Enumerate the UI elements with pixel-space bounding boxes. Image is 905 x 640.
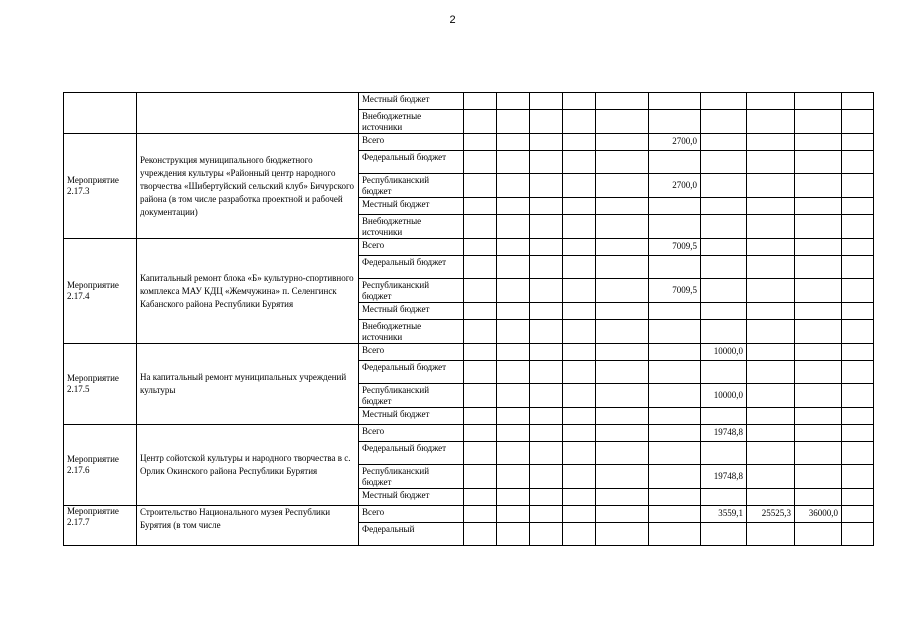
value-cell [596,489,649,506]
value-cell [596,110,649,134]
value-cell [795,489,842,506]
value-cell [497,256,530,279]
value-cell [596,523,649,546]
value-cell [701,320,747,344]
table-body [64,93,874,546]
value-cell [795,523,842,546]
value-cell [747,198,795,215]
value-cell [596,442,649,465]
value-cell [596,465,649,489]
value-cell [530,134,563,151]
measure-title-cell: Реконструкция муниципального бюджетного учреждения культуры «Районный центр народного творчества «Шибертуйский сельский клуб» Бичурского района (в том числе разработка проектной и рабочей документации) [137,134,359,239]
value-cell [464,489,497,506]
value-cell [563,110,596,134]
value-cell [842,523,874,546]
table-row [64,93,874,110]
value-cell [596,215,649,239]
value-cell [497,134,530,151]
value-cell [842,174,874,198]
value-cell [747,303,795,320]
value-cell [701,151,747,174]
value-cell [563,151,596,174]
value-cell [649,442,701,465]
value-cell [530,256,563,279]
value-cell [842,465,874,489]
value-cell [795,93,842,110]
page-number: 2 [449,14,456,26]
value-cell [530,174,563,198]
value-cell [596,256,649,279]
value-cell [530,320,563,344]
value-cell [563,256,596,279]
value-cell [596,344,649,361]
funding-source-cell: Республиканский бюджет [359,384,464,408]
value-cell [596,303,649,320]
value-cell [530,93,563,110]
measure-id-cell: Мероприятие 2.17.6 [64,425,137,506]
value-cell [649,303,701,320]
value-cell [701,239,747,256]
value-cell [795,151,842,174]
value-cell [530,425,563,442]
value-cell [497,344,530,361]
value-cell [497,384,530,408]
value-cell [530,361,563,384]
measure-id-cell: Мероприятие 2.17.3 [64,134,137,239]
measure-title-cell: На капитальный ремонт муниципальных учреждений культуры [137,344,359,425]
value-cell [842,425,874,442]
measure-id-cell: Мероприятие 2.17.5 [64,344,137,425]
value-cell [701,523,747,546]
measure-title-cell: Капитальный ремонт блока «Б» культурно-спортивного комплекса МАУ КДЦ «Жемчужина» п. Селенгинск Кабанского района Республики Бурятия [137,239,359,344]
value-cell [563,279,596,303]
value-cell [464,344,497,361]
value-cell [596,198,649,215]
value-cell [842,489,874,506]
value-cell [497,361,530,384]
value-cell [497,303,530,320]
value-cell [464,425,497,442]
value-cell [596,239,649,256]
measure-title-cell [137,93,359,134]
value-cell [497,320,530,344]
value-cell [649,489,701,506]
value-cell [464,215,497,239]
value-cell [842,198,874,215]
value-cell [701,279,747,303]
funding-source-cell: Федеральный бюджет [359,256,464,279]
value-cell [795,361,842,384]
value-cell [842,93,874,110]
value-cell [649,256,701,279]
value-cell [795,279,842,303]
value-cell [596,93,649,110]
value-cell [563,215,596,239]
value-cell [795,110,842,134]
value-cell [530,523,563,546]
measure-id-cell [64,93,137,134]
funding-source-cell: Республиканский бюджет [359,174,464,198]
value-cell [795,215,842,239]
funding-source-cell: Местный бюджет [359,303,464,320]
value-cell [795,134,842,151]
value-cell [596,506,649,523]
funding-source-cell: Республиканский бюджет [359,465,464,489]
value-cell: 2700,0 [649,174,701,198]
value-cell [701,442,747,465]
value-cell [701,361,747,384]
value-cell [649,361,701,384]
value-cell [464,93,497,110]
funding-source-cell: Внебюджетные источники [359,215,464,239]
value-cell [464,134,497,151]
value-cell [563,239,596,256]
value-cell [701,489,747,506]
value-cell [842,344,874,361]
measure-title-cell: Строительство Национального музея Республики Бурятия (в том числе [137,506,359,546]
value-cell: 25525,3 [747,506,795,523]
funding-source-cell: Местный бюджет [359,408,464,425]
value-cell [464,442,497,465]
value-cell [497,425,530,442]
value-cell [497,442,530,465]
value-cell [497,408,530,425]
value-cell [563,489,596,506]
value-cell [563,465,596,489]
value-cell [563,523,596,546]
value-cell [530,303,563,320]
budget-table [63,92,874,546]
funding-source-cell: Внебюджетные источники [359,320,464,344]
value-cell [747,361,795,384]
value-cell [563,134,596,151]
value-cell [464,523,497,546]
value-cell [842,442,874,465]
funding-source-cell: Федеральный [359,523,464,546]
value-cell [596,279,649,303]
value-cell [563,198,596,215]
value-cell [497,506,530,523]
value-cell [464,151,497,174]
value-cell [563,442,596,465]
value-cell [747,239,795,256]
value-cell [530,506,563,523]
value-cell [701,134,747,151]
value-cell [464,361,497,384]
value-cell [563,408,596,425]
value-cell [842,239,874,256]
value-cell [497,489,530,506]
value-cell [596,425,649,442]
funding-source-cell: Местный бюджет [359,489,464,506]
value-cell [530,442,563,465]
funding-source-cell: Всего [359,239,464,256]
value-cell [842,408,874,425]
value-cell [795,465,842,489]
value-cell [747,110,795,134]
value-cell [530,384,563,408]
value-cell [596,320,649,344]
value-cell [649,110,701,134]
value-cell [649,465,701,489]
value-cell [530,198,563,215]
value-cell [464,239,497,256]
value-cell [747,134,795,151]
value-cell [795,384,842,408]
value-cell [701,215,747,239]
value-cell [530,215,563,239]
value-cell [464,506,497,523]
value-cell [795,344,842,361]
value-cell [842,279,874,303]
measure-id-cell: Мероприятие 2.17.7 [64,506,137,546]
value-cell [795,425,842,442]
value-cell [649,425,701,442]
funding-source-cell: Федеральный бюджет [359,151,464,174]
measure-id-cell: Мероприятие 2.17.4 [64,239,137,344]
value-cell [464,320,497,344]
value-cell [596,174,649,198]
value-cell [795,442,842,465]
value-cell [701,408,747,425]
value-cell [464,256,497,279]
value-cell: 19748,8 [701,425,747,442]
value-cell: 10000,0 [701,344,747,361]
value-cell [701,303,747,320]
value-cell [795,256,842,279]
funding-source-cell: Внебюджетные источники [359,110,464,134]
value-cell [497,523,530,546]
value-cell [497,110,530,134]
value-cell [795,174,842,198]
value-cell [563,506,596,523]
table-row [64,239,874,256]
value-cell [701,110,747,134]
table-row [64,344,874,361]
value-cell [842,215,874,239]
value-cell [747,523,795,546]
value-cell: 3559,1 [701,506,747,523]
value-cell [497,239,530,256]
value-cell [530,151,563,174]
value-cell [649,215,701,239]
value-cell [497,279,530,303]
value-cell [701,93,747,110]
funding-source-cell: Всего [359,425,464,442]
value-cell [530,489,563,506]
value-cell [701,256,747,279]
value-cell [747,489,795,506]
value-cell [842,303,874,320]
value-cell [842,151,874,174]
value-cell [649,93,701,110]
value-cell [530,279,563,303]
value-cell [497,198,530,215]
value-cell [795,198,842,215]
value-cell [795,239,842,256]
value-cell [497,174,530,198]
value-cell [497,93,530,110]
value-cell [530,110,563,134]
value-cell [747,256,795,279]
value-cell: 7009,5 [649,239,701,256]
value-cell: 36000,0 [795,506,842,523]
funding-source-cell: Всего [359,344,464,361]
value-cell [596,151,649,174]
funding-source-cell: Федеральный бюджет [359,442,464,465]
value-cell [649,151,701,174]
value-cell: 2700,0 [649,134,701,151]
value-cell [747,215,795,239]
value-cell [747,384,795,408]
value-cell [464,384,497,408]
funding-source-cell: Всего [359,506,464,523]
value-cell [563,320,596,344]
value-cell [747,93,795,110]
measure-title-cell: Центр сойотской культуры и народного творчества в с. Орлик Окинского района Республики Бурятия [137,425,359,506]
funding-source-cell: Местный бюджет [359,198,464,215]
value-cell [795,303,842,320]
value-cell [596,361,649,384]
value-cell [842,110,874,134]
value-cell [530,408,563,425]
value-cell [497,215,530,239]
value-cell [563,384,596,408]
value-cell [747,344,795,361]
value-cell [497,465,530,489]
value-cell [596,134,649,151]
value-cell [842,361,874,384]
value-cell [596,408,649,425]
value-cell [842,506,874,523]
value-cell [747,408,795,425]
value-cell [649,408,701,425]
funding-source-cell: Республиканский бюджет [359,279,464,303]
value-cell [563,174,596,198]
value-cell [563,303,596,320]
table-row [64,425,874,442]
value-cell [747,174,795,198]
value-cell [649,506,701,523]
value-cell [464,174,497,198]
table-row [64,134,874,151]
value-cell [747,465,795,489]
value-cell [649,198,701,215]
value-cell: 19748,8 [701,465,747,489]
table-row [64,506,874,523]
value-cell [530,465,563,489]
value-cell [464,465,497,489]
value-cell: 7009,5 [649,279,701,303]
value-cell [464,279,497,303]
value-cell [747,279,795,303]
value-cell [842,320,874,344]
value-cell [747,320,795,344]
value-cell [464,303,497,320]
value-cell [842,384,874,408]
value-cell [747,151,795,174]
funding-source-cell: Федеральный бюджет [359,361,464,384]
value-cell [649,523,701,546]
value-cell [649,344,701,361]
value-cell [464,110,497,134]
value-cell [563,361,596,384]
value-cell [464,198,497,215]
value-cell [530,239,563,256]
value-cell [747,442,795,465]
value-cell [563,344,596,361]
value-cell [795,408,842,425]
value-cell [530,344,563,361]
value-cell [701,198,747,215]
value-cell [497,151,530,174]
value-cell [464,408,497,425]
value-cell [563,425,596,442]
value-cell [842,256,874,279]
value-cell [795,320,842,344]
value-cell [563,93,596,110]
value-cell [701,174,747,198]
value-cell [649,384,701,408]
value-cell [747,425,795,442]
value-cell [649,320,701,344]
value-cell: 10000,0 [701,384,747,408]
funding-source-cell: Всего [359,134,464,151]
funding-source-cell: Местный бюджет [359,93,464,110]
value-cell [842,134,874,151]
value-cell [596,384,649,408]
